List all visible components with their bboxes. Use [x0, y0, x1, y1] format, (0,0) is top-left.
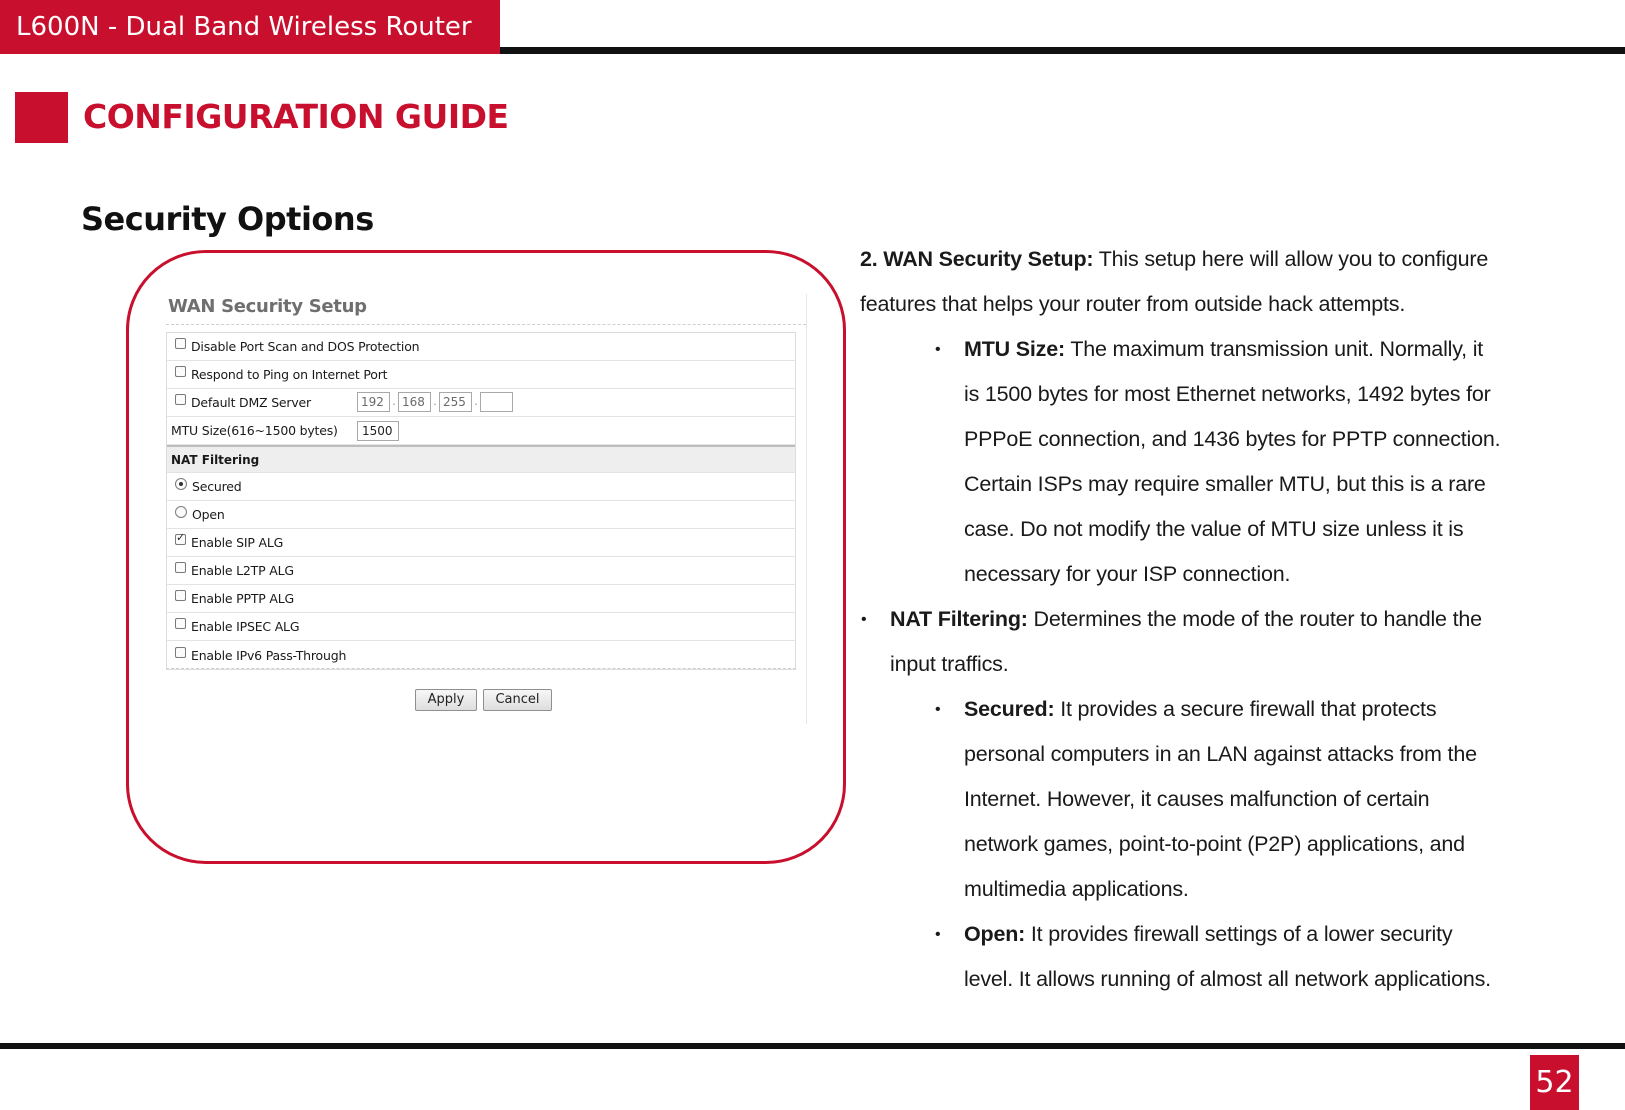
mtu-desc-line-2: is 1500 bytes for most Ethernet networks, 1492 bytes for — [964, 382, 1491, 406]
secured-desc-line-5: multimedia applications. — [964, 877, 1189, 901]
secured-label: Secured — [192, 479, 242, 494]
mtu-desc-bold: MTU Size: — [964, 337, 1065, 361]
mtu-desc-line-3: PPPoE connection, and 1436 bytes for PPTP connection. — [964, 427, 1501, 451]
mtu-desc-line-6: necessary for your ISP connection. — [964, 562, 1291, 586]
secured-desc-line-1 — [964, 687, 1436, 732]
panel-right-border — [806, 294, 807, 724]
footer-rule — [0, 1043, 1625, 1049]
ipsec-alg-checkbox[interactable] — [175, 618, 186, 629]
dmz-ip-octet-4[interactable] — [480, 392, 513, 412]
dmz-ip-octet-3[interactable]: 255 — [439, 392, 472, 412]
apply-button[interactable]: Apply — [415, 689, 477, 711]
disable-port-scan-checkbox[interactable] — [175, 338, 186, 349]
ip-dot: . — [392, 395, 396, 408]
pptp-alg-checkbox[interactable] — [175, 590, 186, 601]
row-open — [167, 501, 795, 529]
wan-desc-text: This setup here will allow you to configure — [1098, 247, 1489, 271]
page-number: 52 — [1530, 1055, 1579, 1110]
respond-ping-label: Respond to Ping on Internet Port — [191, 367, 388, 382]
default-dmz-label: Default DMZ Server — [191, 395, 311, 410]
sip-alg-checkbox[interactable] — [175, 534, 186, 545]
ipsec-alg-label: Enable IPSEC ALG — [191, 619, 300, 634]
panel-title: WAN Security Setup — [168, 296, 367, 317]
guide-title: CONFIGURATION GUIDE — [83, 97, 509, 136]
ip-dot: . — [433, 395, 437, 408]
mtu-size-input[interactable]: 1500 — [357, 421, 399, 441]
row-respond-ping — [167, 361, 795, 389]
row-secured — [167, 473, 795, 501]
wan-desc-bold: 2. WAN Security Setup: — [860, 247, 1094, 271]
bullet-nat: • — [861, 611, 867, 628]
l2tp-alg-checkbox[interactable] — [175, 562, 186, 573]
secured-desc-line-3: Internet. However, it causes malfunction of certain — [964, 787, 1430, 811]
nat-desc-text: Determines the mode of the router to handle the — [1033, 607, 1482, 631]
settings-table — [166, 332, 796, 670]
open-label: Open — [192, 507, 225, 522]
row-l2tp-alg — [167, 557, 795, 585]
respond-ping-checkbox[interactable] — [175, 366, 186, 377]
open-desc-line-1 — [964, 912, 1452, 957]
row-ipsec-alg — [167, 613, 795, 641]
open-desc-line-2: level. It allows running of almost all network applications. — [964, 967, 1491, 991]
mtu-desc-line-1 — [964, 327, 1483, 372]
wan-desc-line-1 — [860, 237, 1488, 282]
mtu-desc-text: The maximum transmission unit. Normally, it — [1070, 337, 1484, 361]
nat-desc-line-1 — [890, 597, 1482, 642]
mtu-desc-line-4: Certain ISPs may require smaller MTU, but this is a rare — [964, 472, 1486, 496]
row-sip-alg — [167, 529, 795, 557]
pptp-alg-label: Enable PPTP ALG — [191, 591, 294, 606]
header-rule — [500, 47, 1625, 54]
nat-filtering-label: NAT Filtering — [171, 452, 260, 467]
button-divider — [166, 668, 796, 669]
open-desc-bold: Open: — [964, 922, 1026, 946]
ipv6-pass-checkbox[interactable] — [175, 647, 186, 658]
panel-title-divider — [166, 324, 806, 325]
ipv6-pass-label: Enable IPv6 Pass-Through — [191, 647, 347, 663]
row-ipv6-pass — [167, 641, 795, 669]
wan-desc-line-2: features that helps your router from outside hack attempts. — [860, 292, 1406, 316]
l2tp-alg-label: Enable L2TP ALG — [191, 563, 294, 578]
row-pptp-alg — [167, 585, 795, 613]
mtu-size-label: MTU Size(616~1500 bytes) — [171, 423, 338, 438]
row-disable-port-scan — [167, 333, 795, 361]
bullet-open: • — [935, 926, 941, 943]
open-desc-text: It provides firewall settings of a lower security — [1030, 922, 1453, 946]
row-default-dmz — [167, 389, 795, 417]
nat-filtering-header — [167, 445, 795, 473]
disable-port-scan-label: Disable Port Scan and DOS Protection — [191, 339, 420, 354]
section-title: Security Options — [81, 200, 374, 238]
nat-desc-bold: NAT Filtering: — [890, 607, 1028, 631]
secured-desc-line-2: personal computers in an LAN against attacks from the — [964, 742, 1477, 766]
sip-alg-label: Enable SIP ALG — [191, 535, 284, 550]
bullet-secured: • — [935, 701, 941, 718]
bullet-mtu: • — [935, 341, 941, 358]
dmz-ip-octet-2[interactable]: 168 — [398, 392, 431, 412]
secured-radio[interactable] — [175, 478, 187, 490]
mtu-desc-line-5: case. Do not modify the value of MTU size unless it is — [964, 517, 1464, 541]
dmz-ip-input-group — [357, 392, 513, 412]
secured-desc-bold: Secured: — [964, 697, 1055, 721]
default-dmz-checkbox[interactable] — [175, 394, 186, 405]
wan-security-panel — [166, 294, 806, 724]
secured-desc-line-4: network games, point-to-point (P2P) applications, and — [964, 832, 1465, 856]
dmz-ip-octet-1[interactable]: 192 — [357, 392, 390, 412]
secured-desc-text: It provides a secure firewall that protects — [1060, 697, 1437, 721]
cancel-button[interactable]: Cancel — [483, 689, 552, 711]
document-header-title: L600N - Dual Band Wireless Router — [0, 0, 500, 54]
nat-desc-line-2: input traffics. — [890, 652, 1009, 676]
open-radio[interactable] — [175, 506, 187, 518]
row-mtu-size — [167, 417, 795, 445]
guide-marker-square — [15, 92, 68, 143]
ip-dot: . — [474, 395, 478, 408]
